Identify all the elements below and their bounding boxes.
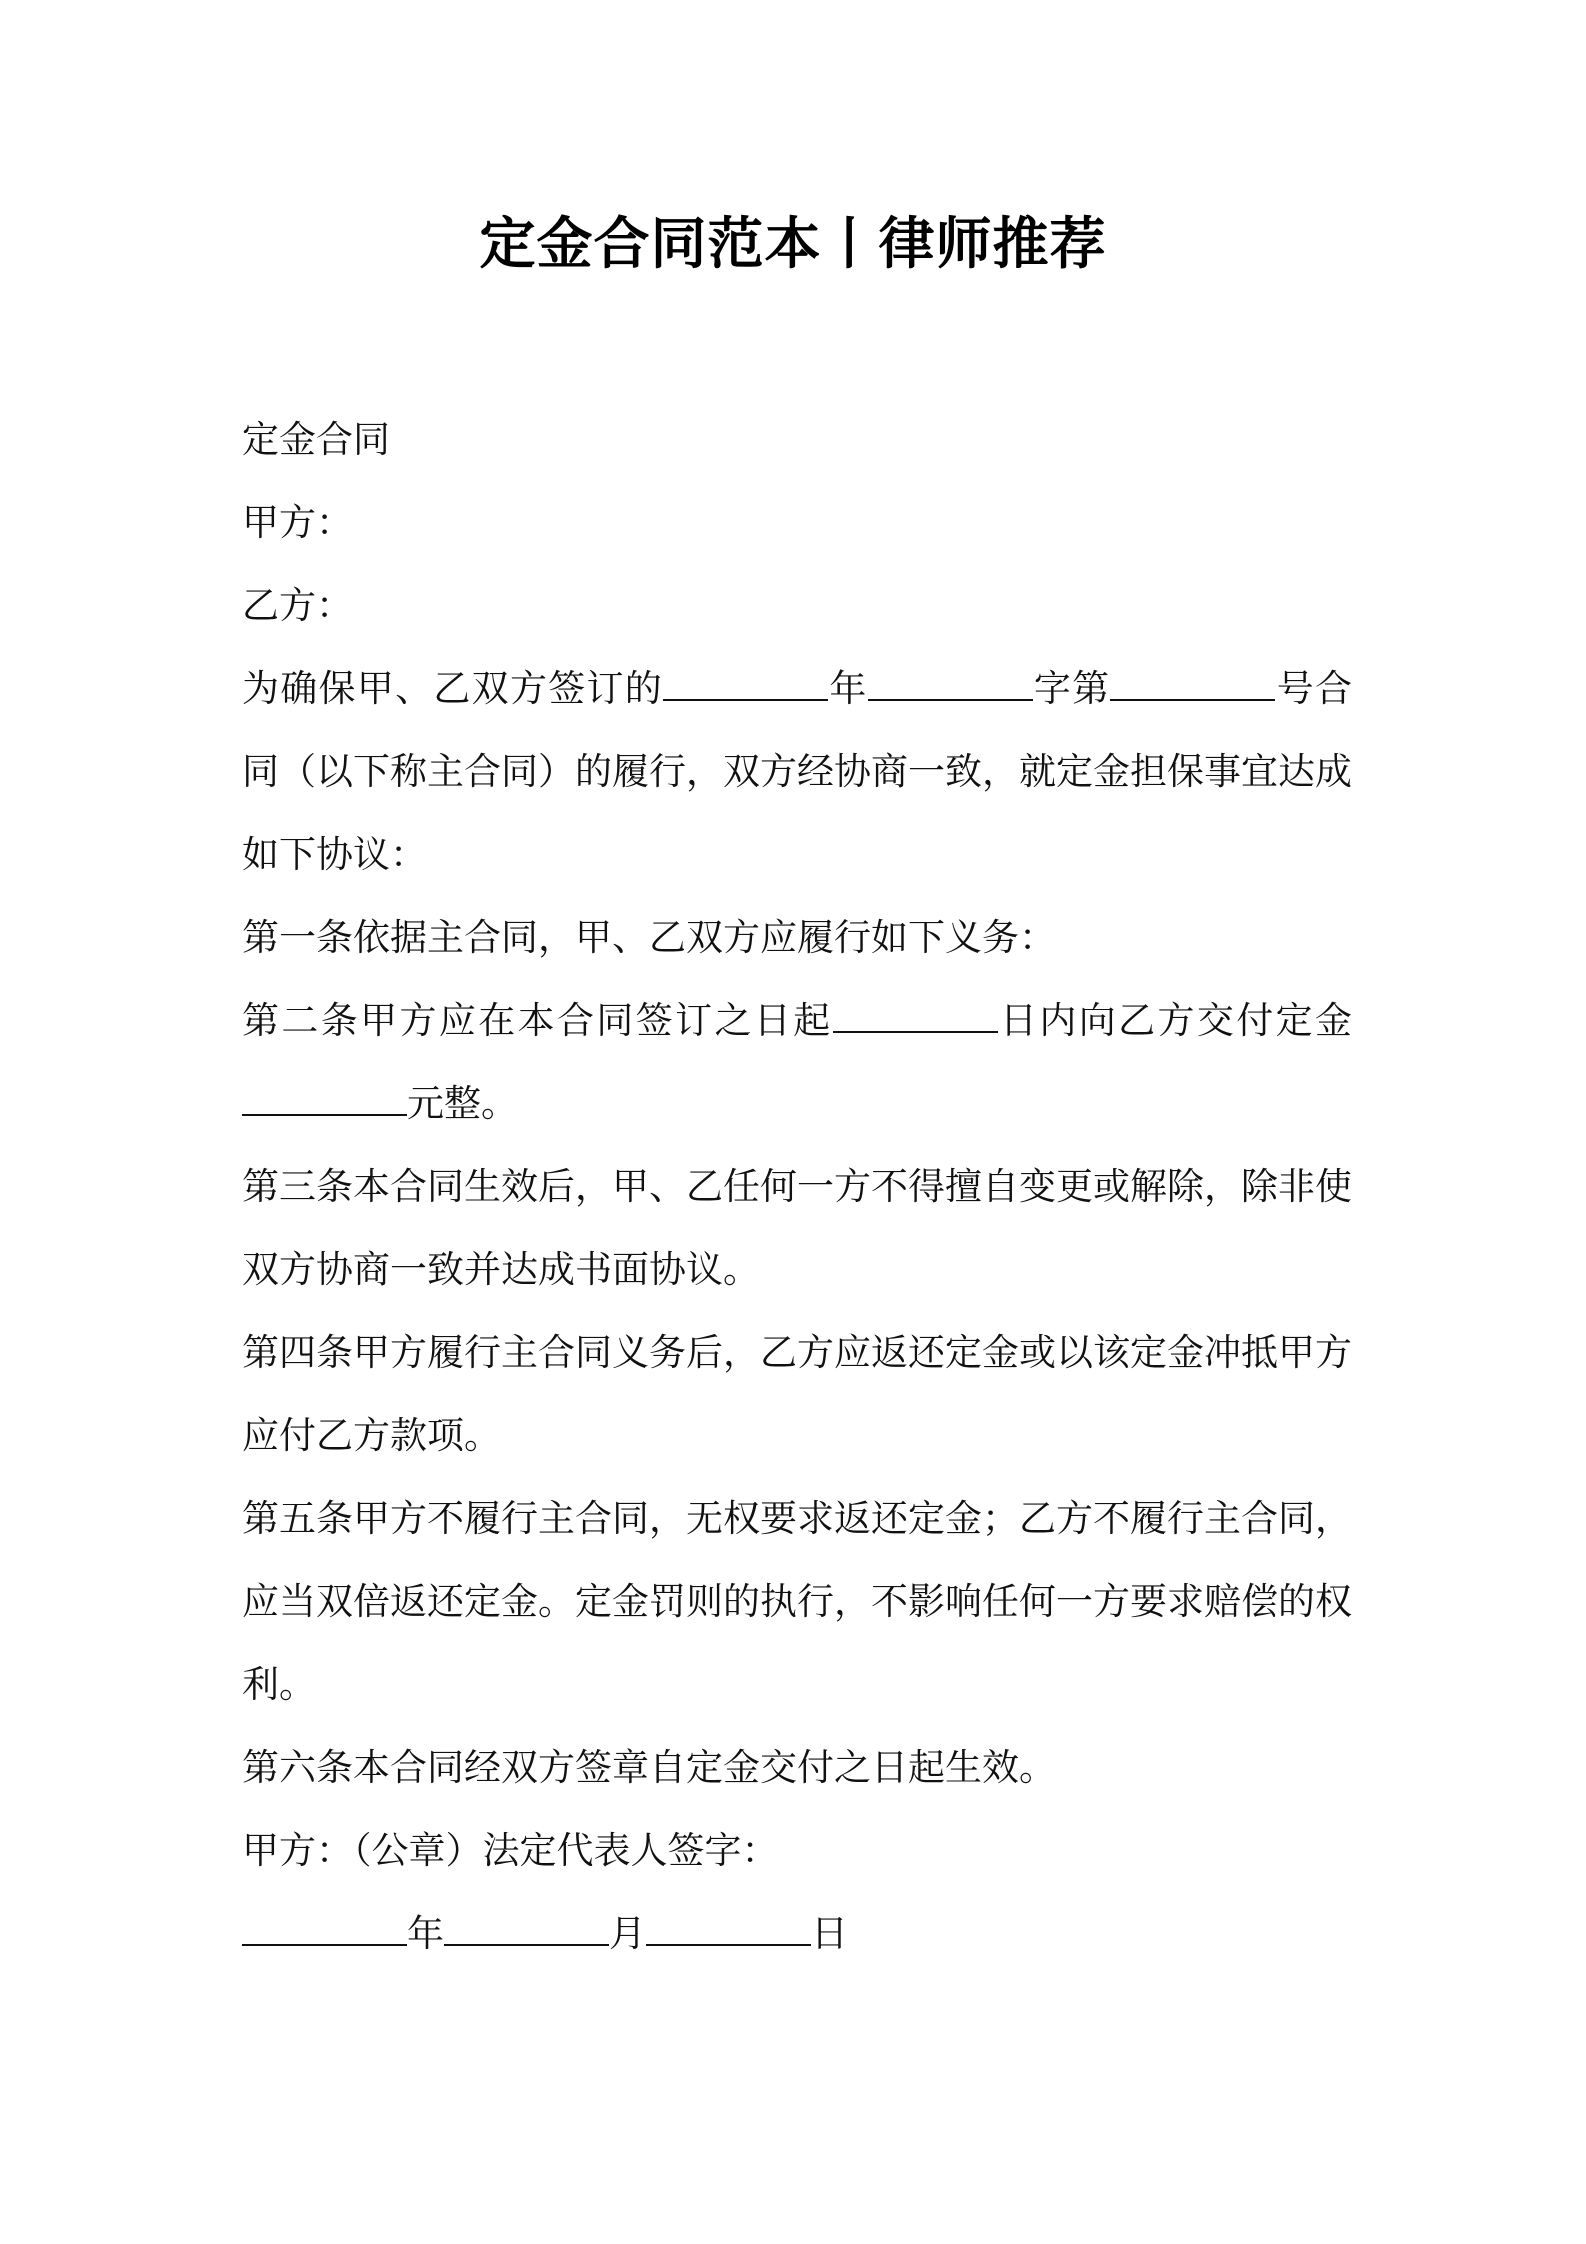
intro-text-1: 为确保甲、乙双方签订的: [242, 667, 664, 710]
party-b-label: 乙方：: [242, 584, 353, 627]
article-3: 第三条本合同生效后，甲、乙任何一方不得擅自变更或解除，除非使双方协商一致并达成书面协议。: [242, 1165, 1352, 1291]
signature-line: 甲方：（公章）法定代表人签字：: [242, 1829, 779, 1872]
intro-text-3: 字第: [1032, 667, 1111, 710]
article-6: 第六条本合同经双方签章自定金交付之日起生效。: [242, 1746, 1056, 1789]
article-5: 第五条甲方不履行主合同，无权要求返还定金；乙方不履行主合同，应当双倍返还定金。定金罚则的执行，不影响任何一方要求赔偿的权利。: [242, 1497, 1352, 1706]
party-a-label: 甲方：: [242, 501, 353, 544]
article-2-text-2: 日内向乙方交付定金: [997, 999, 1352, 1042]
intro-text-2: 年: [828, 667, 868, 710]
document-body: [242, 398, 1352, 1975]
blank-line: [242, 1914, 407, 1946]
blank-line: [833, 1001, 998, 1033]
date-line: [242, 1892, 1352, 1975]
article-2-text-3: 元整。: [407, 1082, 518, 1125]
contract-heading: 定金合同: [242, 418, 390, 461]
document-title: 定金合同范本丨律师推荐: [479, 212, 1107, 277]
article-4: 第四条甲方履行主合同义务后，乙方应返还定金或以该定金冲抵甲方应付乙方款项。: [242, 1331, 1352, 1457]
blank-line: [646, 1914, 811, 1946]
date-year-label: 年: [407, 1912, 444, 1955]
blank-line: [868, 669, 1033, 701]
article-2: [242, 979, 1352, 1145]
intro-paragraph: [242, 647, 1352, 896]
article-1: 第一条依据主合同，甲、乙双方应履行如下义务：: [242, 916, 1056, 959]
blank-line: [663, 669, 828, 701]
date-month-label: 月: [609, 1912, 646, 1955]
blank-line: [444, 1914, 609, 1946]
article-2-text-1: 第二条甲方应在本合同签订之日起: [242, 999, 833, 1042]
date-day-label: 日: [811, 1912, 848, 1955]
blank-line: [1110, 669, 1275, 701]
blank-line: [242, 1084, 407, 1116]
intro-text-4: 号合同（以下称主合同）的履行，双方经协商一致，就定金担保事宜达成如下协议：: [242, 667, 1353, 876]
